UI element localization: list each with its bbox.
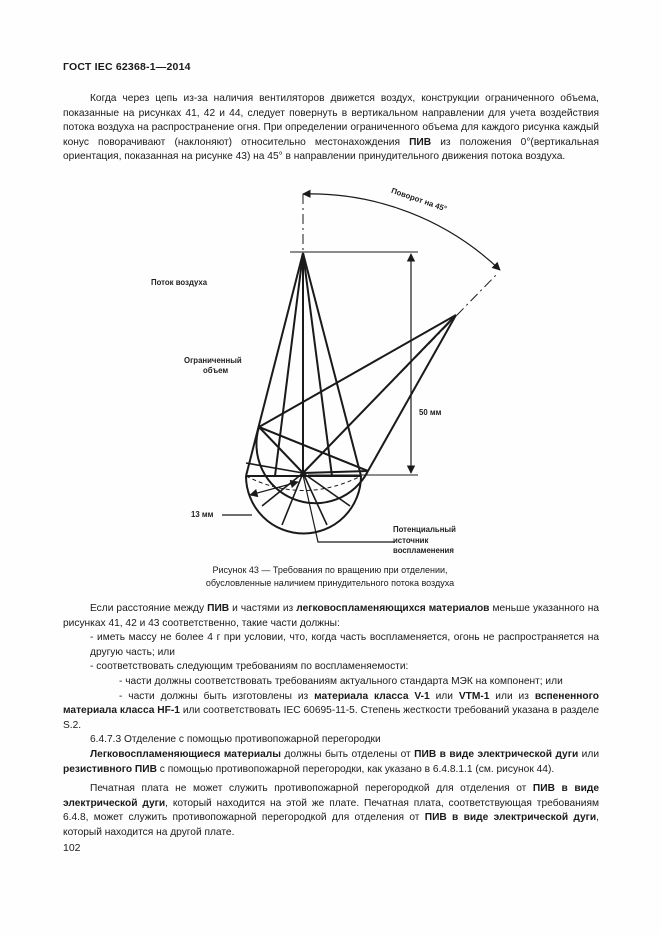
source-label-line3: воспламенения	[393, 546, 454, 555]
page-header: ГОСТ IEC 62368-1—2014	[63, 61, 191, 73]
cone-rotation-diagram	[0, 180, 661, 560]
intro-paragraph: Когда через цепь из-за наличия вентиляторов движется воздух, конструкции ограниченного объема, показанные на рисунках 41, 42 и 44, следует повернуть в вертикальном направлении для учета воздействия потока воздуха на распространение огня. При определении ограниченного объема для каждого рисунка каждый конус поворачивают (наклоняют) относительно местонахождения ПИВ из положения 0°(вертикальная ориентация, показанная на рисунке 43) на 45° в направлении принудительного движения потока воздуха.	[63, 93, 599, 163]
figure-caption: Рисунок 43 — Требования по вращению при отделении, обусловленные наличием принудительного потока воздуха	[205, 565, 455, 588]
requirement-intro: Если расстояние между ПИВ и частями из легковоспламеняющихся материалов меньше указанного на рисунках 41, 42 и 43 соответственно, такие части должны:	[63, 603, 599, 629]
sublist-item-iec: - части должны соответствовать требованиям актуального стандарта МЭК на компонент; или	[119, 675, 563, 687]
volume-label-line2: объем	[203, 366, 229, 375]
list-item-flammability: - соответствовать следующим требованиям по воспламеняемости:	[90, 661, 409, 673]
rotation-label: Поворот на 45°	[390, 186, 448, 214]
requirements-section	[63, 602, 599, 841]
pcb-paragraph: Печатная плата не может служить противопожарной перегородкой для отделения от ПИВ в виде электрической дуги, который находится на этой же плате. Печатная плата, соответствующая требованиям 6.4.8, может служить противопожарной перегородкой для отделения от ПИВ в виде электрической дуги, который находится на другой плате.	[63, 783, 599, 838]
base-label: 13 мм	[191, 510, 214, 519]
source-label-line1: Потенциальный	[393, 525, 456, 534]
height-label: 50 мм	[419, 408, 442, 417]
sublist-item-materials: - части должны быть изготовлены из материала класса V-1 или VTM-1 или из вспененного материала класса HF-1 или соответствовать IEC 60695-11-5. Степень жесткости требований указана в разделе S.2.	[63, 690, 599, 731]
source-label-line2: источник	[393, 536, 429, 545]
list-item-mass: - иметь массу не более 4 г при условии, что, когда часть воспламеняется, огонь не распространяется на другую часть; или	[90, 632, 599, 658]
rotation-arc	[303, 194, 500, 270]
figure-43	[0, 180, 661, 560]
clause-paragraph: Легковоспламеняющиеся материалы должны быть отделены от ПИВ в виде электрической дуги или резистивного ПИВ с помощью противопожарной перегородки, как указано в 6.4.8.1.1 (см. рисунок 44).	[63, 748, 600, 775]
base-dimension	[250, 482, 298, 495]
airflow-label: Поток воздуха	[151, 278, 208, 287]
clause-title: 6.4.7.3 Отделение с помощью противопожарной перегородки	[90, 734, 381, 746]
ignition-point	[301, 471, 306, 476]
page-number: 102	[63, 842, 81, 854]
volume-label-line1: Ограниченный	[184, 356, 242, 365]
